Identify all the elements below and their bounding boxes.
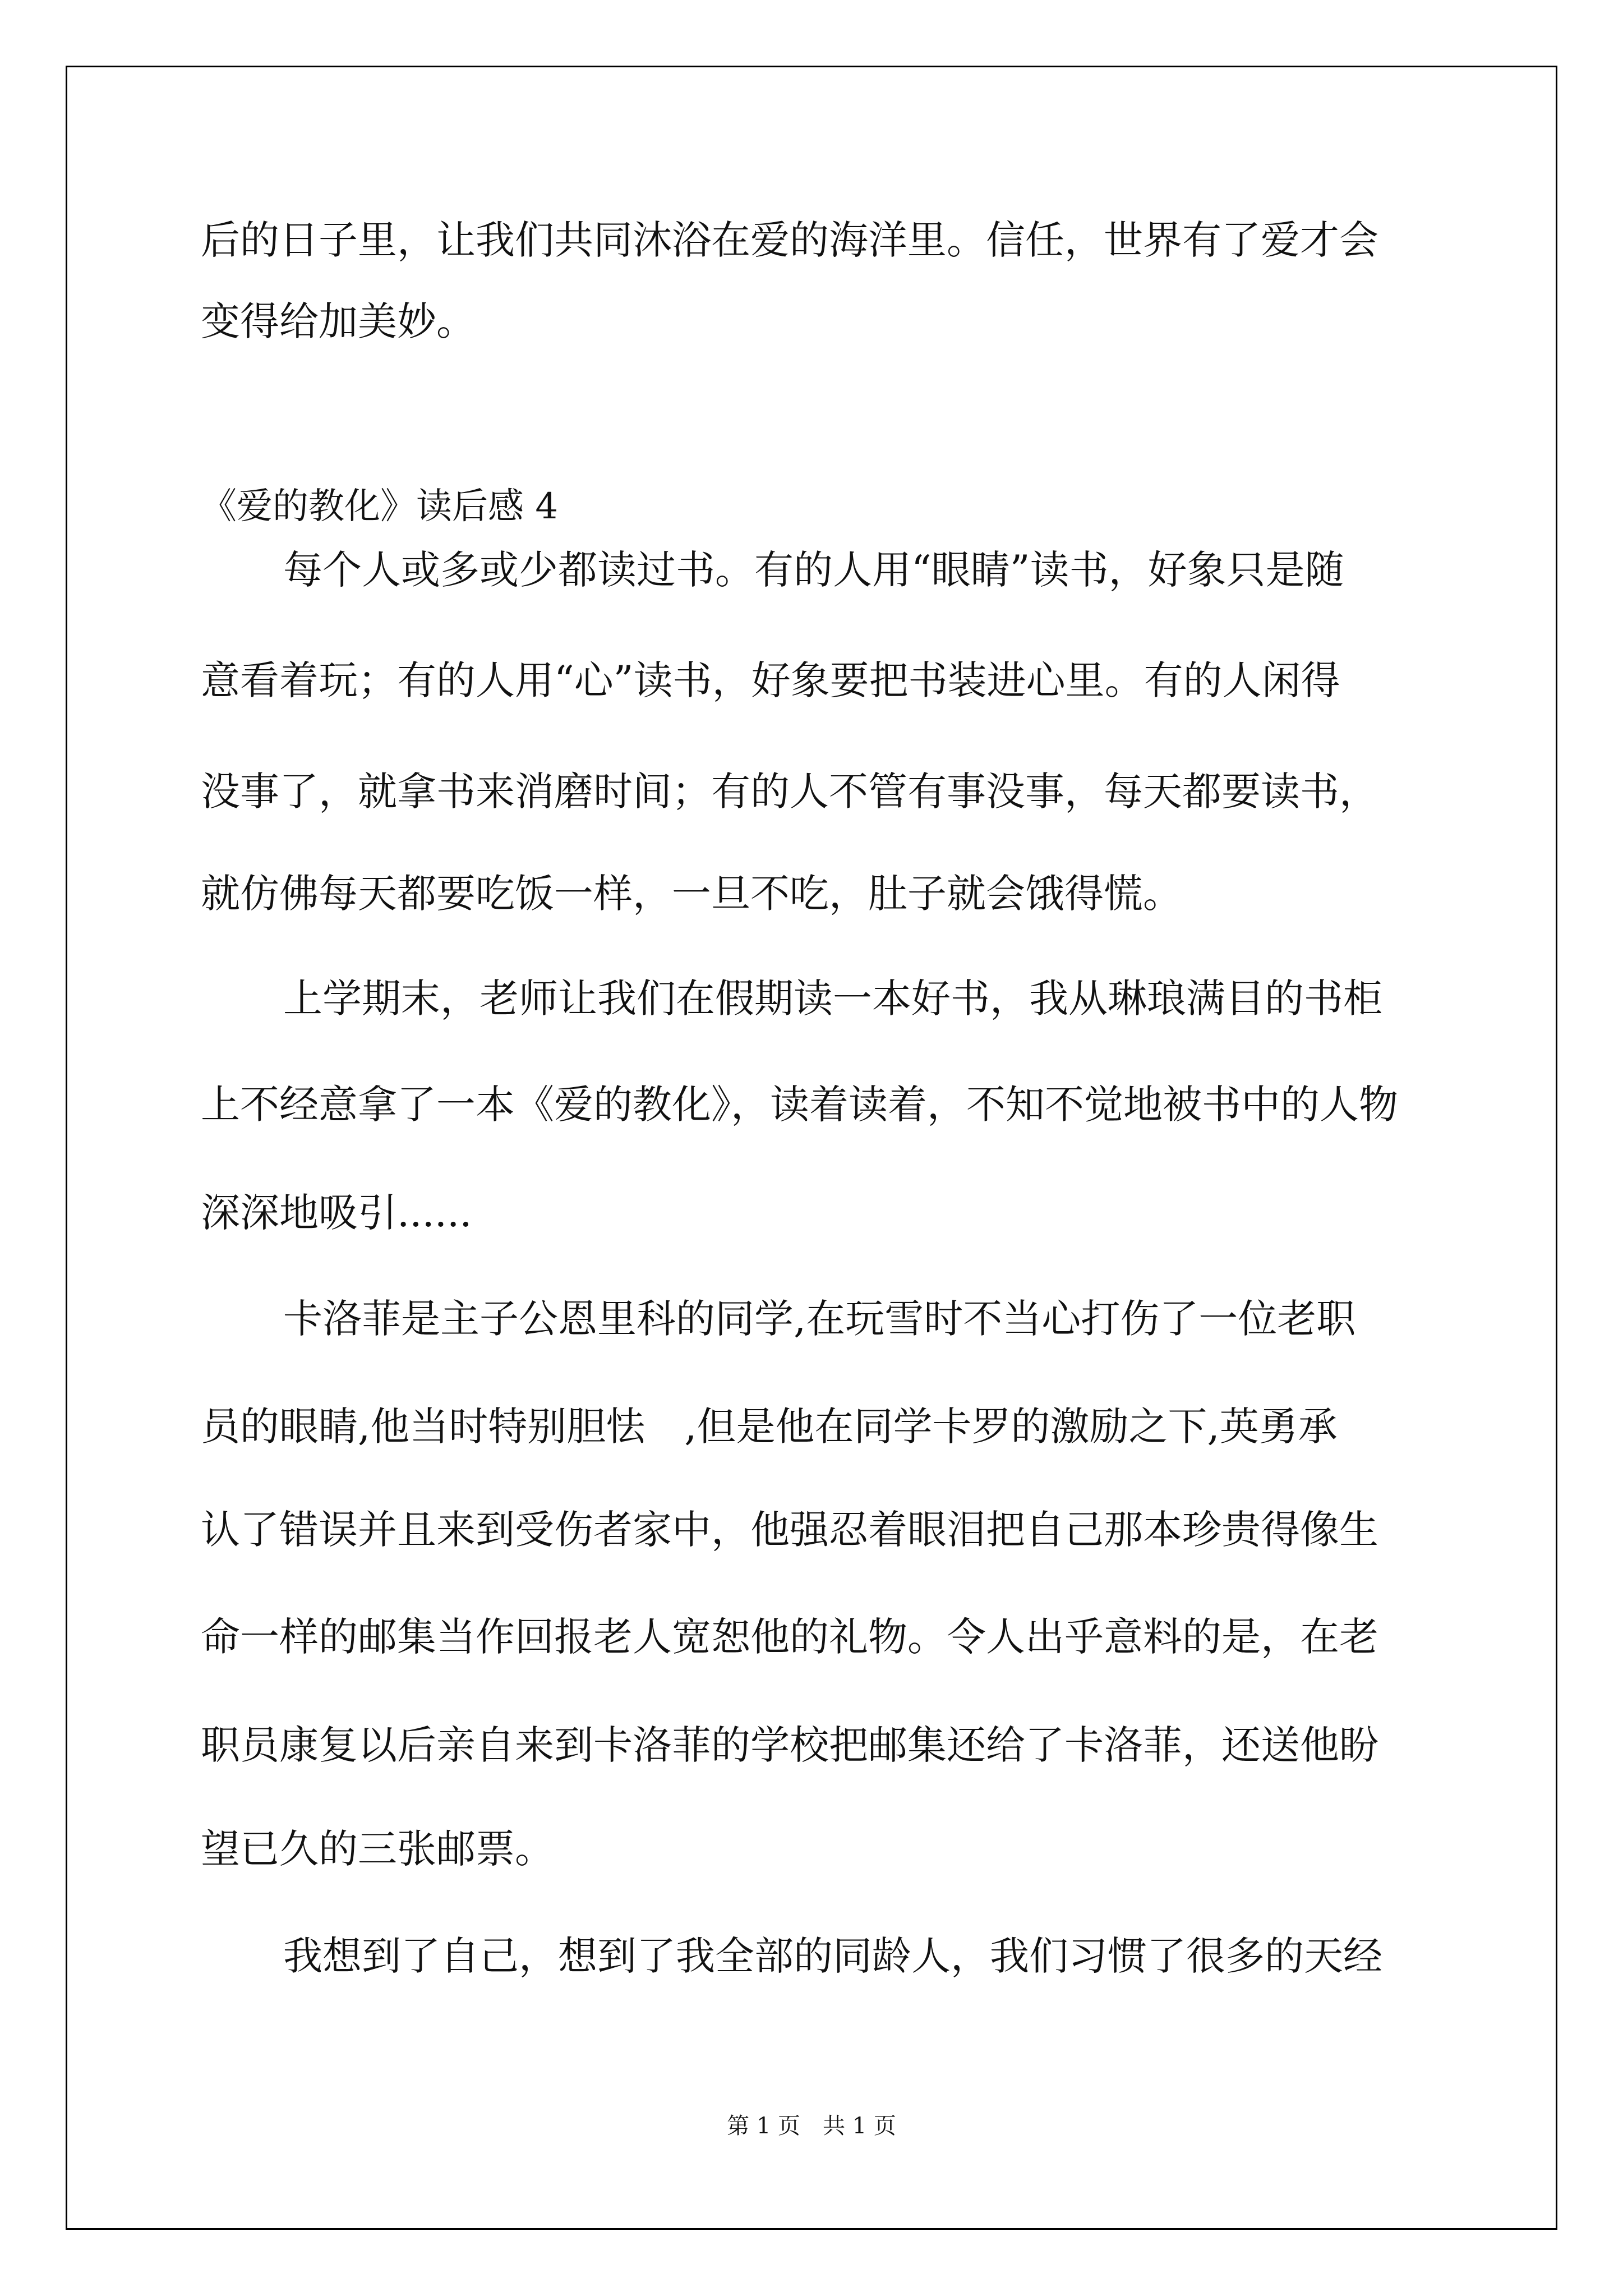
text-line: 望已久的三张邮票。 [201, 1826, 554, 1872]
text-line: 员的眼睛,他当时特别胆怯 ,但是他在同学卡罗的激励之下,英勇承 [201, 1404, 1338, 1450]
text-line: 每个人或多或少都读过书。有的人用“眼睛”读书，好象只是随 [283, 547, 1344, 593]
text-line: 上学期末，老师让我们在假期读一本好书，我从琳琅满目的书柜 [283, 976, 1382, 1022]
page-number-footer: 第 1 页 共 1 页 [727, 2113, 896, 2139]
text-line: 变得给加美妙。 [201, 298, 476, 344]
text-line: 卡洛菲是主子公恩里科的同学,在玩雪时不当心打伤了一位老职 [283, 1296, 1356, 1342]
text-line: 职员康复以后亲自来到卡洛菲的学校把邮集还给了卡洛菲，还送他盼 [201, 1722, 1378, 1768]
text-line: 就仿佛每天都要吃饭一样，一旦不吃，肚子就会饿得慌。 [201, 871, 1182, 917]
text-line: 认了错误并且来到受伤者家中，他强忍着眼泪把自己那本珍贵得像生 [201, 1507, 1378, 1553]
text-line: 上不经意拿了一本《爱的教化》，读着读着，不知不觉地被书中的人物 [201, 1082, 1398, 1128]
text-line: 深深地吸引...... [201, 1190, 472, 1236]
text-line: 我想到了自己，想到了我全部的同龄人，我们习惯了很多的天经 [283, 1933, 1382, 1979]
text-line: 命一样的邮集当作回报老人宽恕他的礼物。令人出乎意料的是，在老 [201, 1614, 1378, 1660]
section-heading: 《爱的教化》读后感 4 [201, 486, 559, 527]
text-line: 没事了，就拿书来消磨时间；有的人不管有事没事，每天都要读书， [201, 769, 1378, 815]
text-line: 意看着玩；有的人用“心”读书，好象要把书装进心里。有的人闲得 [201, 657, 1340, 703]
text-line: 后的日子里，让我们共同沐浴在爱的海洋里。信任，世界有了爱才会 [201, 217, 1378, 263]
page-border [66, 66, 1557, 2230]
